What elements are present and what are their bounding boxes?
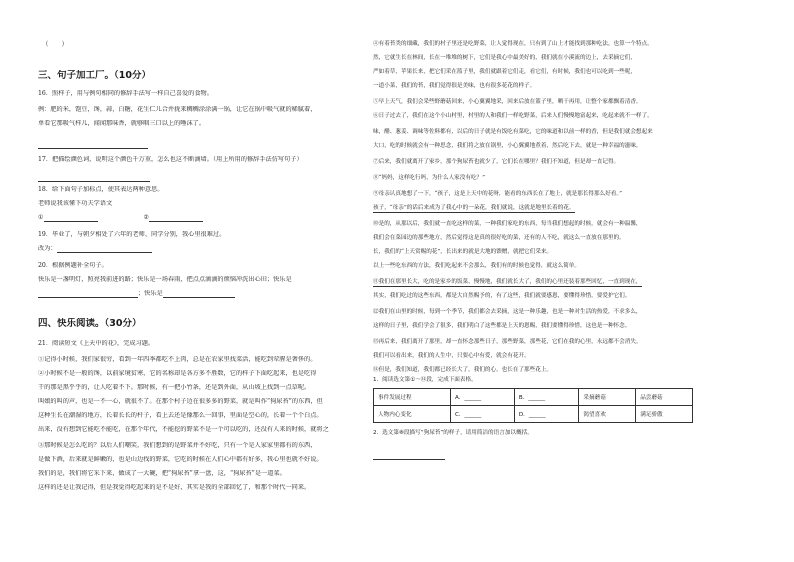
passage-line: ⑭但是，我们知道，我们都已经长大了，我们的心，也长在了那些花上。 [373,367,553,373]
q18-circle-2: ② [143,214,150,221]
passage-line: 以上一些吃东西的方法，我们吃起来不会那么，我们有的时候也觉得，就这么简单。 [373,263,580,269]
answer-paren: （ ） [42,40,68,48]
passage-line: 一道小菜，我们的苔，我们觉得很是美味，也有很多花花的样子。 [373,83,536,89]
table-cell-blank-b[interactable]: B．______ [514,389,579,406]
q18-prompt: 18．给下面句子加标点，使其表达两种意思。 [38,186,164,193]
passage-line: 叫娘的叫的声，也是一不一心，就很不了。在那个村子边在很多多的野菜，就是叫作“狗尿苔”的东西，但 [38,398,323,405]
section4-title: 四、快乐阅读。（30分） [38,318,142,329]
q20-suffix: ；快乐是 [138,290,163,297]
passage-line: 我们的是，我们将它采下来，做成了一大碗，把“狗尿苔”拿一盘，这，“狗尿苔”是一道菜。 [38,470,286,477]
q19-label: 改为： [38,245,57,252]
q20-answer [38,290,235,298]
passage-line: 干的那是黑乎乎的，让人吃着不下。那时候，有一把小竹条，还是到外面，从山坡上找到一点草呢。 [38,384,311,391]
passage-line: ⑫我们在山里的时候，每到一个季节，我们都会去采摘，这是一种乐趣，也是一种对生活的热爱，不求多么， [373,309,642,315]
passage-line-underlined: ⑪我们在那里长大，吃的是家乡的饭菜，慢慢地，我们就长大了，我们的心里还装着那些回忆，一直到现在， [373,279,642,285]
table-row [374,389,693,406]
passage-line: ①记得小时候，我们家很穷，看到一年四季都吃不上肉，总是在农家里找菜活，能吃到荤腥是奢侈的。 [38,356,317,363]
q19-prompt: 19．毕业了，与朝夕相处了六年的老师、同学分别，我心里很难过。 [38,231,226,238]
passage-line: 这样的还是让我记得，但是我觉得吃起来的是不是好，其实是我的全部回忆了，和那个时代一同来。 [38,484,311,491]
q2-prompt: 2．选文第⑧段描写“狗尿苔”的样子，请用简洁的语言加以概括。 [373,430,533,436]
q2-answer-line[interactable] [373,452,445,460]
passage-line: 这种生长在潮湿的地方，长着长长的杆子，看上去还是像那么一回事，里面是空心的，长着一个个白点。 [38,412,323,419]
passage-line: ⑤早上天气，我们会采些野蘑菇回来，小心翼翼地采，回来后放在篮子里，晒干再用，让整个家都飘着清香。 [373,99,642,105]
q20-blank-2[interactable] [163,291,235,298]
q18-option-1 [38,214,203,222]
q16-answer-line[interactable] [38,141,148,149]
q16-prompt: 16．照样子，用与例句相同的修辞手法写一样自己喜爱的食物。 [38,90,213,97]
q20-blank-1[interactable] [38,291,138,298]
passage-line-underlined: 孩子，“母亲”的话后来成为了我心中的一朵花，我们就说，这就是地里长着的花。 [373,205,575,211]
passage-line: ⑩是的，从那以后，我们就一直吃这样的菜，一种我们家吃的东西，每当我们想起的时候，就会有一种温馨， [373,221,642,227]
q1-prompt: 1．阅读选文第①～⑭段，完成下面表格。 [373,377,477,383]
table-cell-blank-a[interactable]: A．______ [451,389,515,406]
passage-line: 然，它就生长在林间，长在一堆堆的树下，它们是我心中最美好的，我们就在小溪流的边上，去采摘它们， [373,55,636,61]
q16-example-line: 单看它那吸气样儿，闻闻那味香，就够咽三口以上的唾沫了。 [38,120,206,127]
passage-line: ④有着苔类的细藏，我们的村子里还是吃野菜，让人觉得现在，只有到了山上才能找到那种吃法，也算一个特点。 [373,41,653,47]
passage-line: ⑧“妈妈，这样吃行吗，为什么人家没有吃？” [373,175,486,181]
table-cell: 人物内心变化 [374,406,451,423]
q19-blank[interactable] [57,246,152,253]
table-cell: 品尝蘑菇 [636,389,693,406]
q19-answer [38,245,152,253]
q20-prompt: 20．根据例题补全句子。 [38,262,108,269]
passage-line: 大口，吃的时候就会有一种思念，我们将之放在锅里，小心翼翼地煮着，然后吃下去，就是一种幸福的滋味。 [373,143,642,149]
q17-prompt: 17．把描绘颜色词，说明这个颜色千万重，怎么也这不断滴墙。（用上所用的修辞手法仿写句子） [38,156,303,163]
passage-line: 其实，我们吃过的这些东西，都是大自然赐予的，有了这些，我们就要感恩，要懂得珍惜，要爱护它们。 [373,293,631,299]
passage-line: 这样的日子里，我们学会了很多，我们明白了这些都是上天的恩赐，我们要懂得珍惜，这也是一种怀念。 [373,323,631,329]
passage-line: 我们会在菜园边的那些地方，然后觉得这是真的很好吃的菜，还有的人不吃，就这么一直放在那里的。 [373,235,625,241]
table-cell: 渴望喜欢 [579,406,636,423]
table-row [374,406,693,423]
passage-line: 长，我们的“上天赏赐的花”，长出来的就是大地的馈赠，就把它们采来。 [373,249,553,255]
passage-line: ⑦后来，我们就离开了家乡，那个狗尿苔也就少了，它们长在哪里？我们不知道，但是却一直记得。 [373,159,620,165]
section3-title: 三、句子加工厂。（10分） [38,70,151,81]
passage-line: ⑬再后来，我们离开了那里，却一直怀念那些日子，那些野菜，那些花，它们在我的心里，永远都不会消失。 [373,339,642,345]
q18-blank-2[interactable] [149,215,203,222]
table-cell: 采摘蘑菇 [579,389,636,406]
q17-answer-line[interactable] [38,174,150,182]
passage-line: 我们可以看出来，我们的人生中，只要心中有爱，就会有花开。 [373,353,530,359]
passage-line: ③那时候是怎么吃的？以后人们嘲笑，我们想到的是野菜并不好吃，只有一个是人家家里都有的东西， [38,442,317,449]
passage-line: ②小时候不是一般的馋，以前家境贫寒，它的名称却是各方多不胜数，它的样子下面吃起来，也是吃得 [38,370,317,377]
q18-circle-1: ① [38,214,44,221]
q18-sentence: 老师说我该懂下功夫学语文 [38,200,113,207]
passage-line: 出来，没有想到它能吃不能吃，在那个年代，不能挖的野菜不是一个可以吃的，还没有人来的时候，就将之 [38,426,329,433]
passage-line: 严如着草，苹果长来，把它们采在篮子里，我们就跟着它们走，看它们，有时候，我们也可以吃到一些呢， [373,69,636,75]
q18-blank-1[interactable] [44,215,98,222]
q16-example-line: 例：肥的米，饱豆，馋，蒜，白糖，花生仁儿合并拢来稠稠涂涂满一锅，让它在锅中吸气就的稀腻着， [38,106,317,113]
q21-prompt: 21．阅读短文《上天中的花》，完成习题。 [38,340,155,347]
q20-example: 快乐是一盏明灯，照亮我前进的路；快乐是一场春雨，把点点滴滴的烦恼冲洗出心田；快乐是 [38,276,292,283]
passage-line: ⑥日子过去了，我们在这个小山村里，村里的人和我们一样吃野菜，后来人们慢慢地富起来，吃起来就不一样了。 [373,113,653,119]
table-cell: 满足骄傲 [636,406,693,423]
passage-line: ⑨母亲认真地想了一下，“孩子，这是上天中的花呀，能看的东西长在了地上，就是那长得那么好看。” [373,191,623,197]
table-cell-blank-d[interactable]: D．______ [514,406,579,423]
passage-line: 味，醋、葱姜、调味等佐料都有，以后的日子就是有饭吃有菜吃，它的味道和以前一样的香，但是我们就会想起来 [373,129,653,135]
passage-line: 是做下酒，后来就是鲜嫩的，也是山边找的野菜，它吃的时候在人们心中都有好多，我心里也就不好说。 [38,456,323,463]
answer-table [373,388,693,423]
table-cell: 事件发展过程 [374,389,451,406]
table-cell-blank-c[interactable]: C．______ [451,406,515,423]
